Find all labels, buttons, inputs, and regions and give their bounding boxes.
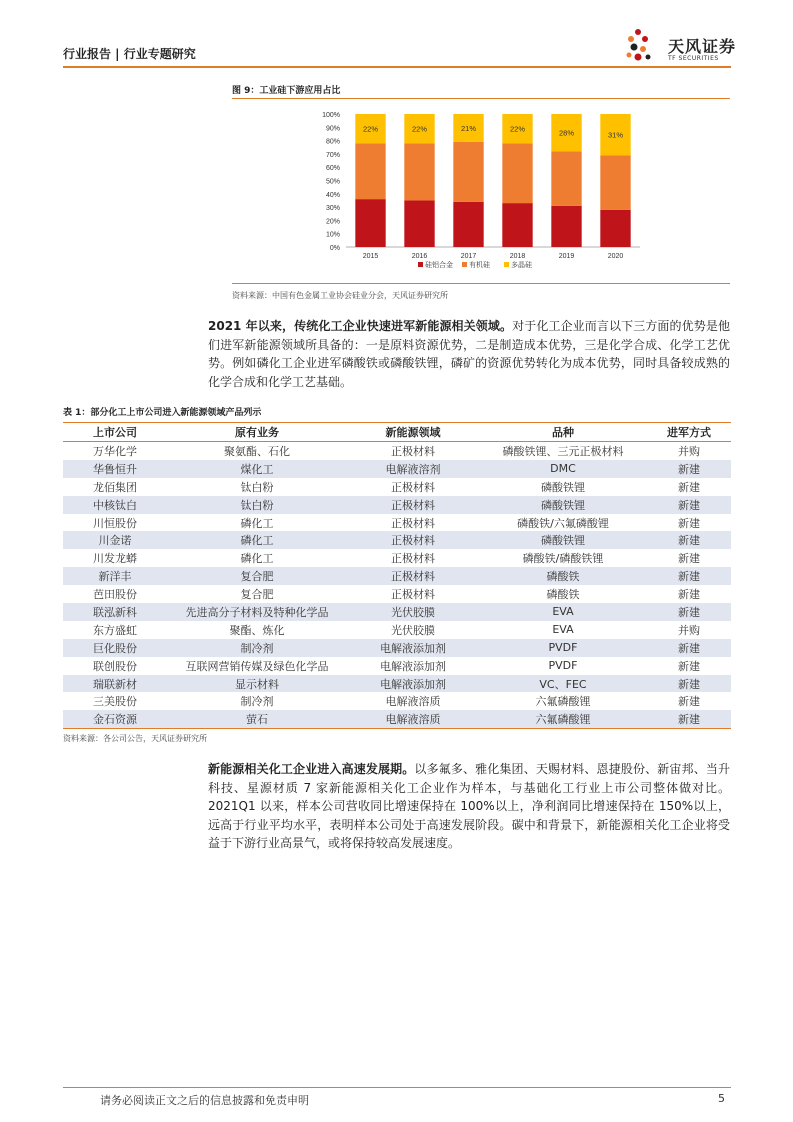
table-cell: 光伏胶膜 bbox=[391, 623, 435, 637]
table-cell: 正极材料 bbox=[391, 588, 435, 602]
paragraph-body: 对于化工企业而言以下三方面的优势是他们进军新能源领域所具备的：一是原料资源优势，二是制造成本优势，三是化学合成、化学工艺优势。例如磷化工企业进军磷酸铁或磷酸铁锂，磷矿的资源优势转化为成本优势，同时具备较成熟的化学合成和化学工艺基础。 bbox=[208, 319, 730, 389]
y-tick-label: 100% bbox=[322, 112, 340, 119]
table-row bbox=[63, 549, 731, 567]
table-cell: 磷化工 bbox=[240, 516, 274, 530]
logo-name: 天风证券 bbox=[668, 37, 737, 56]
table-cell: 正极材料 bbox=[391, 516, 435, 530]
x-tick-label: 2019 bbox=[558, 253, 575, 260]
table-cell: 并购 bbox=[678, 444, 700, 458]
table-cell: 新建 bbox=[647, 496, 731, 514]
table-cell: 电解液添加剂 bbox=[347, 639, 479, 657]
table-row bbox=[63, 639, 731, 657]
x-tick-label: 2020 bbox=[607, 253, 624, 260]
paragraph-high-growth bbox=[208, 760, 730, 853]
legend-label: 硅铝合金 bbox=[425, 261, 453, 269]
table-cell: 新建 bbox=[647, 675, 731, 693]
table-cell: 磷酸铁锂、三元正极材料 bbox=[502, 444, 624, 458]
table-cell: PVDF bbox=[548, 659, 578, 673]
data-label: 22% bbox=[509, 124, 526, 134]
table-cell: 新建 bbox=[678, 588, 700, 602]
table-cell: 联创股份 bbox=[93, 659, 137, 673]
bar-segment-0 bbox=[502, 203, 532, 247]
column-header: 进军方式 bbox=[647, 423, 731, 442]
table-cell: 正极材料 bbox=[347, 496, 479, 514]
table-header-row bbox=[63, 423, 731, 442]
table-cell: PVDF bbox=[479, 639, 647, 657]
figure-title: 图 9：工业硅下游应用占比 bbox=[232, 86, 341, 96]
table-source: 资料来源：各公司公告，天风证券研究所 bbox=[63, 734, 207, 743]
table-cell: 巨化股份 bbox=[63, 639, 167, 657]
table-cell: 萤石 bbox=[167, 710, 347, 728]
table-row bbox=[63, 496, 731, 514]
table-cell: 六氟磷酸锂 bbox=[479, 710, 647, 728]
table-cell: 新建 bbox=[678, 516, 700, 530]
table-row bbox=[63, 657, 731, 675]
column-header: 原有业务 bbox=[167, 423, 347, 442]
y-tick-label: 20% bbox=[325, 218, 340, 226]
table-cell: 新建 bbox=[647, 710, 731, 728]
column-header: 品种 bbox=[479, 423, 647, 442]
table-row bbox=[63, 675, 731, 693]
table-cell: EVA bbox=[552, 623, 574, 637]
legend-label: 多晶硅 bbox=[511, 261, 532, 269]
y-tick-label: 70% bbox=[325, 151, 340, 159]
y-tick-label: 10% bbox=[325, 231, 340, 239]
x-tick-label: 2016 bbox=[411, 253, 428, 260]
table-cell: 六氟磷酸锂 bbox=[535, 695, 591, 709]
company-table bbox=[63, 422, 731, 729]
paragraph-lead: 新能源相关化工企业进入高速发展期。 bbox=[208, 762, 415, 776]
table-cell: 东方盛虹 bbox=[93, 623, 137, 637]
legend-label: 有机硅 bbox=[469, 261, 490, 269]
table-cell: 川恒股份 bbox=[93, 516, 137, 530]
table-row bbox=[63, 621, 731, 639]
table-cell: 联泓新科 bbox=[63, 603, 167, 621]
table-cell: 金石资源 bbox=[63, 710, 167, 728]
bar-segment-1 bbox=[551, 151, 581, 206]
bar-segment-0 bbox=[551, 206, 581, 247]
table-cell: 复合肥 bbox=[240, 588, 274, 602]
page-number: 5 bbox=[718, 1092, 725, 1105]
table-row bbox=[63, 442, 731, 460]
table-row bbox=[63, 478, 731, 496]
bar-segment-1 bbox=[502, 143, 532, 203]
table-cell: 新建 bbox=[647, 531, 731, 549]
table-cell: 万华化学 bbox=[93, 444, 137, 458]
legend-swatch bbox=[462, 262, 467, 267]
table-cell: 正极材料 bbox=[347, 567, 479, 585]
bar-segment-1 bbox=[453, 142, 483, 202]
table-cell: 煤化工 bbox=[167, 460, 347, 478]
data-label: 22% bbox=[411, 124, 428, 134]
y-tick-label: 0% bbox=[329, 245, 340, 252]
table-cell: 电解液添加剂 bbox=[347, 675, 479, 693]
table-cell: 聚酯、炼化 bbox=[229, 623, 285, 637]
table-cell: 磷酸铁/六氟磷酸锂 bbox=[517, 516, 609, 530]
y-tick-label: 30% bbox=[325, 205, 340, 213]
table-cell: 钛白粉 bbox=[167, 496, 347, 514]
data-label: 22% bbox=[362, 124, 379, 134]
table-cell: 电解液添加剂 bbox=[380, 659, 446, 673]
table-cell: 川发龙蟒 bbox=[93, 552, 137, 566]
table-cell: 川金诺 bbox=[63, 531, 167, 549]
report-category: 行业报告 | 行业专题研究 bbox=[63, 47, 196, 61]
table-cell: 制冷剂 bbox=[240, 695, 274, 709]
table-cell: 钛白粉 bbox=[240, 480, 274, 494]
table-cell: 新建 bbox=[678, 552, 700, 566]
table-cell: 新建 bbox=[647, 460, 731, 478]
bar-segment-1 bbox=[600, 155, 630, 210]
table-cell: 磷酸铁锂 bbox=[541, 480, 585, 494]
table-cell: EVA bbox=[479, 603, 647, 621]
table-cell: 显示材料 bbox=[167, 675, 347, 693]
x-tick-label: 2017 bbox=[460, 253, 477, 260]
column-header: 新能源领域 bbox=[347, 423, 479, 442]
column-header: 上市公司 bbox=[63, 423, 167, 442]
y-tick-label: 50% bbox=[325, 178, 340, 186]
table-cell: 中核钛白 bbox=[63, 496, 167, 514]
table-cell: 新建 bbox=[678, 659, 700, 673]
footer-disclaimer: 请务必阅读正文之后的信息披露和免责申明 bbox=[100, 1094, 309, 1107]
table-cell: 并购 bbox=[678, 623, 700, 637]
table-row bbox=[63, 710, 731, 728]
data-label: 31% bbox=[607, 130, 624, 140]
bar-segment-0 bbox=[453, 202, 483, 247]
table-row bbox=[63, 692, 731, 710]
paragraph-lead: 2021 年以来，传统化工企业快速进军新能源相关领域。 bbox=[208, 319, 513, 333]
bar-segment-1 bbox=[404, 143, 434, 200]
figure-bottom-rule bbox=[232, 283, 730, 284]
table-cell: VC、FEC bbox=[479, 675, 647, 693]
figure-top-rule bbox=[232, 98, 730, 99]
bar-segment-1 bbox=[355, 143, 385, 199]
table-cell: DMC bbox=[479, 460, 647, 478]
paragraph-new-energy-entry bbox=[208, 317, 730, 391]
table-cell: 磷酸铁 bbox=[546, 588, 580, 602]
table-cell: 互联网营销传媒及绿色化学品 bbox=[185, 659, 329, 673]
table-cell: 电解液溶剂 bbox=[347, 460, 479, 478]
x-tick-label: 2015 bbox=[362, 253, 379, 260]
header-divider bbox=[63, 66, 731, 68]
table-cell: 正极材料 bbox=[347, 531, 479, 549]
table-cell: 华鲁恒升 bbox=[63, 460, 167, 478]
table-cell: 瑞联新材 bbox=[63, 675, 167, 693]
table-cell: 电解液溶质 bbox=[385, 695, 441, 709]
table-cell: 磷酸铁 bbox=[479, 567, 647, 585]
table-cell: 三美股份 bbox=[93, 695, 137, 709]
table-row bbox=[63, 460, 731, 478]
data-label: 21% bbox=[460, 123, 477, 133]
table-cell: 磷化工 bbox=[240, 552, 274, 566]
table-cell: 正极材料 bbox=[391, 444, 435, 458]
x-tick-label: 2018 bbox=[509, 253, 526, 260]
bar-segment-0 bbox=[600, 210, 630, 247]
stacked-bar-chart bbox=[300, 102, 660, 277]
table-cell: 磷酸铁锂 bbox=[479, 531, 647, 549]
y-tick-label: 40% bbox=[325, 191, 340, 199]
table-cell: 新洋丰 bbox=[63, 567, 167, 585]
table-cell: 磷酸铁/磷酸铁锂 bbox=[522, 552, 604, 566]
table-row bbox=[63, 585, 731, 603]
table-cell: 磷酸铁锂 bbox=[479, 496, 647, 514]
table-row bbox=[63, 603, 731, 621]
y-tick-label: 80% bbox=[325, 138, 340, 146]
table-cell: 芭田股份 bbox=[93, 588, 137, 602]
table-cell: 新建 bbox=[678, 480, 700, 494]
table-cell: 电解液溶质 bbox=[347, 710, 479, 728]
table-row bbox=[63, 514, 731, 532]
table-cell: 龙佰集团 bbox=[93, 480, 137, 494]
table-cell: 正极材料 bbox=[391, 480, 435, 494]
data-label: 28% bbox=[558, 128, 575, 138]
table-cell: 新建 bbox=[678, 695, 700, 709]
legend-swatch bbox=[504, 262, 509, 267]
logo-subtitle: TF SECURITIES bbox=[668, 55, 719, 62]
table-cell: 复合肥 bbox=[167, 567, 347, 585]
table-cell: 磷化工 bbox=[167, 531, 347, 549]
paragraph-body: 以多氟多、雅化集团、天赐材料、恩捷股份、新宙邦、当升科技、星源材质 7 家新能源相关化工企业作为样本，与基础化工行业上市公司整体做对比。2021Q1 以来，样本公司营收同比增速保持在 100%以上，净利润同比增速保持在 150%以上，远高于行业平均水平，表明样本公司处于高速发展阶段。碳中和背景下，新能源相关化工企业将受益于下游行业高景气，或将保持较高发展速度。 bbox=[208, 762, 730, 850]
table-cell: 新建 bbox=[647, 639, 731, 657]
bar-segment-0 bbox=[404, 200, 434, 247]
table-cell: 聚氨酯、石化 bbox=[224, 444, 290, 458]
table-cell: 新建 bbox=[647, 603, 731, 621]
table-cell: 先进高分子材料及特种化学品 bbox=[167, 603, 347, 621]
y-tick-label: 90% bbox=[325, 125, 340, 133]
table-cell: 新建 bbox=[647, 567, 731, 585]
legend-swatch bbox=[418, 262, 423, 267]
footer-divider bbox=[63, 1087, 731, 1088]
bar-segment-0 bbox=[355, 199, 385, 247]
table-row bbox=[63, 531, 731, 549]
table-cell: 光伏胶膜 bbox=[347, 603, 479, 621]
figure-source: 资料来源：中国有色金属工业协会硅业分会，天风证券研究所 bbox=[232, 291, 448, 300]
table-cell: 正极材料 bbox=[391, 552, 435, 566]
table-cell: 制冷剂 bbox=[167, 639, 347, 657]
y-tick-label: 60% bbox=[325, 165, 340, 173]
table-row bbox=[63, 567, 731, 585]
table-title: 表 1：部分化工上市公司进入新能源领域产品列示 bbox=[63, 408, 262, 418]
